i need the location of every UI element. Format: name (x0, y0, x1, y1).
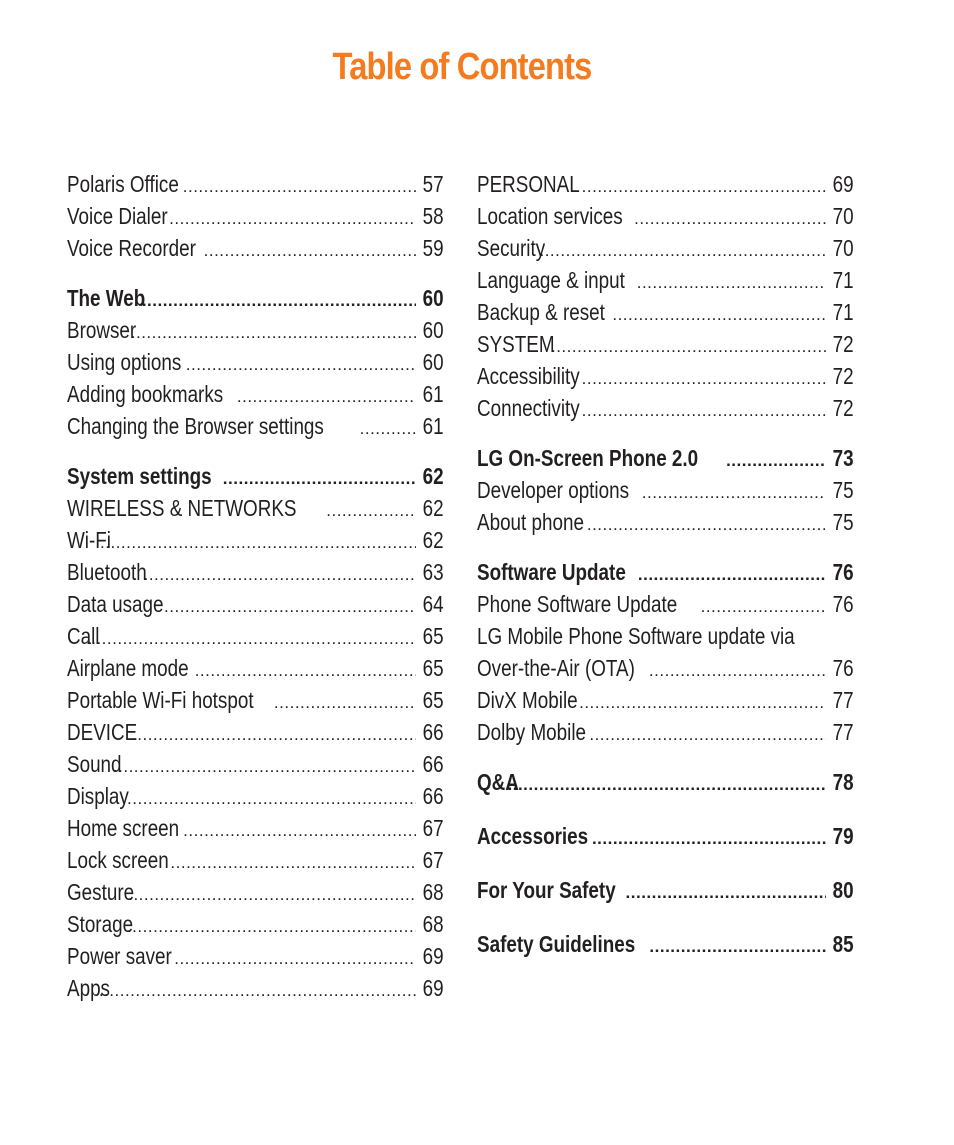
toc-entry-label: Data usage (67, 591, 164, 617)
toc-entry-label: Changing the Browser settings (67, 413, 324, 439)
toc-entry-page: 58 (423, 203, 444, 229)
toc-entry-label: PERSONAL (477, 171, 580, 197)
dot-leader (195, 655, 417, 684)
toc-entry-label: Adding bookmarks (67, 381, 224, 407)
dot-leader (223, 463, 417, 492)
toc-entry[interactable] (67, 684, 444, 716)
toc-entry-label: Backup & reset (477, 299, 605, 325)
page-title: Table of Contents (332, 46, 592, 88)
toc-entry-label: Location services (477, 203, 623, 229)
dot-leader (582, 171, 827, 200)
dot-leader (649, 931, 826, 960)
toc-entry[interactable] (67, 908, 444, 940)
toc-entry-label: Gesture (67, 879, 135, 905)
toc-section-heading[interactable] (477, 442, 854, 474)
toc-entry[interactable] (67, 410, 444, 442)
dot-leader (701, 591, 827, 620)
toc-entry-page: 72 (833, 363, 854, 389)
toc-section-page: 60 (423, 285, 444, 311)
toc-entry-page: 77 (833, 719, 854, 745)
toc-entry-page: 62 (423, 495, 444, 521)
toc-entry[interactable] (477, 474, 854, 506)
toc-entry-label: Security (477, 235, 546, 261)
toc-entry-label: LG Mobile Phone Software update via (477, 623, 795, 649)
toc-entry-label: Dolby Mobile (477, 719, 587, 745)
toc-section-page: 79 (833, 823, 854, 849)
toc-entry[interactable] (477, 506, 854, 538)
toc-section-label: For Your Safety (477, 877, 616, 903)
toc-entry-page: 60 (423, 317, 444, 343)
dot-leader (649, 655, 826, 684)
toc-entry[interactable] (67, 940, 444, 972)
dot-leader (626, 877, 827, 906)
toc-entry[interactable] (477, 328, 854, 360)
toc-entry-page: 77 (833, 687, 854, 713)
toc-entry[interactable] (477, 620, 854, 652)
toc-section-page: 62 (423, 463, 444, 489)
toc-section-label: Software Update (477, 559, 626, 585)
toc-entry[interactable] (477, 200, 854, 232)
dot-leader (144, 559, 417, 588)
dot-leader (539, 235, 826, 264)
toc-entry-label: Storage (67, 911, 134, 937)
toc-entry[interactable] (477, 360, 854, 392)
toc-section-label: Q&A (477, 769, 519, 795)
dot-leader (174, 943, 416, 972)
toc-entry[interactable] (67, 716, 444, 748)
dot-leader (204, 235, 417, 264)
toc-entry[interactable] (477, 652, 854, 684)
dot-leader (237, 381, 417, 410)
toc-entry[interactable] (67, 492, 444, 524)
toc-section-label: Safety Guidelines (477, 931, 636, 957)
toc-entry-label: Developer options (477, 477, 630, 503)
toc-entry-page: 70 (833, 235, 854, 261)
dot-leader (612, 299, 826, 328)
toc-entry-label: DEVICE (67, 719, 138, 745)
toc-entry-label: Apps (67, 975, 110, 1001)
dot-leader (170, 847, 416, 876)
toc-entry-page: 71 (833, 299, 854, 325)
toc-entry-label: Sound (67, 751, 122, 777)
dot-leader (128, 879, 416, 908)
toc-entry-page: 76 (833, 591, 854, 617)
dot-leader (131, 317, 417, 346)
toc-entry-page: 71 (833, 267, 854, 293)
dot-leader (508, 769, 827, 798)
toc-entry-page: 66 (423, 751, 444, 777)
toc-entry-page: 66 (423, 783, 444, 809)
dot-leader (638, 559, 827, 588)
toc-section-label: Accessories (477, 823, 589, 849)
dot-leader (579, 687, 826, 716)
toc-entry[interactable] (67, 972, 444, 1004)
toc-entry[interactable] (67, 812, 444, 844)
toc-entry-page: 69 (423, 975, 444, 1001)
toc-left-column (67, 168, 444, 1004)
toc-entry[interactable] (67, 780, 444, 812)
toc-section-heading[interactable] (477, 766, 854, 798)
toc-entry[interactable] (477, 392, 854, 424)
dot-leader (582, 395, 827, 424)
toc-entry-label: Language & input (477, 267, 625, 293)
toc-entry-label: Airplane mode (67, 655, 189, 681)
dot-leader (99, 975, 417, 1004)
toc-section-page: 76 (833, 559, 854, 585)
toc-entry-page: 75 (833, 509, 854, 535)
toc-entry[interactable] (67, 748, 444, 780)
toc-entry-label: WIRELESS & NETWORKS (67, 495, 297, 521)
dot-leader (642, 477, 827, 506)
toc-section-label: System settings (67, 463, 212, 489)
toc-right-column (477, 168, 854, 960)
toc-entry-label: SYSTEM (477, 331, 555, 357)
toc-entry-page: 64 (423, 591, 444, 617)
toc-section-heading[interactable] (477, 556, 854, 588)
toc-entry-page: 72 (833, 331, 854, 357)
toc-entry-page: 65 (423, 655, 444, 681)
toc-entry[interactable] (67, 844, 444, 876)
toc-entry-page: 62 (423, 527, 444, 553)
toc-section-page: 85 (833, 931, 854, 957)
toc-entry-page: 67 (423, 815, 444, 841)
dot-leader (360, 413, 417, 442)
dot-leader (634, 203, 826, 232)
toc-entry-page: 59 (423, 235, 444, 261)
toc-entry-label: Polaris Office (67, 171, 179, 197)
dot-leader (142, 285, 417, 314)
toc-entry-label: Power saver (67, 943, 172, 969)
toc-entry-page: 75 (833, 477, 854, 503)
dot-leader (186, 349, 417, 378)
toc-entry[interactable] (67, 200, 444, 232)
toc-entry[interactable] (67, 168, 444, 200)
toc-entry-label: Browser (67, 317, 137, 343)
toc-entry-page: 69 (833, 171, 854, 197)
dot-leader (326, 495, 416, 524)
dot-leader (637, 267, 827, 296)
toc-entry-label: Accessibility (477, 363, 580, 389)
toc-entry-label: Over-the-Air (OTA) (477, 655, 635, 681)
toc-entry[interactable] (67, 232, 444, 264)
toc-entry-page: 67 (423, 847, 444, 873)
dot-leader (122, 783, 417, 812)
toc-entry-page: 69 (423, 943, 444, 969)
toc-entry[interactable] (67, 346, 444, 378)
toc-entry-label: DivX Mobile (477, 687, 578, 713)
dot-leader (86, 623, 416, 652)
toc-section-heading[interactable] (67, 460, 444, 492)
toc-entry[interactable] (67, 378, 444, 410)
toc-entry[interactable] (67, 524, 444, 556)
toc-entry[interactable] (477, 716, 854, 748)
toc-entry-page: 61 (423, 413, 444, 439)
toc-section-heading[interactable] (477, 874, 854, 906)
toc-entry-label: Connectivity (477, 395, 580, 421)
toc-section-label: The Web (67, 285, 146, 311)
toc-entry-label: Portable Wi-Fi hotspot (67, 687, 254, 713)
dot-leader (183, 815, 416, 844)
toc-section-label: LG On-Screen Phone 2.0 (477, 445, 699, 471)
toc-entry-page: 66 (423, 719, 444, 745)
toc-entry-page: 65 (423, 687, 444, 713)
toc-entry[interactable] (477, 232, 854, 264)
toc-entry-label: Bluetooth (67, 559, 147, 585)
dot-leader (587, 509, 827, 538)
dot-leader (274, 687, 416, 716)
toc-entry-page: 76 (833, 655, 854, 681)
toc-section-page: 78 (833, 769, 854, 795)
toc-entry[interactable] (67, 556, 444, 588)
toc-entry[interactable] (67, 876, 444, 908)
toc-entry[interactable] (67, 652, 444, 684)
toc-entry[interactable] (477, 588, 854, 620)
toc-entry[interactable] (477, 168, 854, 200)
dot-leader (113, 751, 417, 780)
toc-entry-label: Lock screen (67, 847, 169, 873)
toc-entry-label: Using options (67, 349, 182, 375)
dot-leader (726, 445, 826, 474)
toc-entry-page: 72 (833, 395, 854, 421)
toc-entry-page: 63 (423, 559, 444, 585)
toc-entry-label: Phone Software Update (477, 591, 678, 617)
toc-entry-page: 68 (423, 911, 444, 937)
toc-entry[interactable] (477, 296, 854, 328)
toc-entry-label: About phone (477, 509, 584, 535)
toc-entry-label: Call (67, 623, 100, 649)
dot-leader (592, 823, 826, 852)
toc-entry-label: Voice Recorder (67, 235, 196, 261)
toc-section-heading[interactable] (477, 928, 854, 960)
toc-entry-page: 65 (423, 623, 444, 649)
toc-entry[interactable] (477, 264, 854, 296)
toc-section-page: 80 (833, 877, 854, 903)
toc-entry-page: 68 (423, 879, 444, 905)
toc-entry-page: 60 (423, 349, 444, 375)
toc-entry-page: 57 (423, 171, 444, 197)
dot-leader (127, 911, 416, 940)
toc-entry-label: Wi-Fi (67, 527, 111, 553)
dot-leader (551, 331, 826, 360)
dot-leader (169, 203, 416, 232)
toc-entry[interactable] (67, 588, 444, 620)
toc-entry-page: 70 (833, 203, 854, 229)
toc-section-page: 73 (833, 445, 854, 471)
dot-leader (164, 591, 416, 620)
dot-leader (183, 171, 417, 200)
toc-entry[interactable] (67, 314, 444, 346)
toc-entry-label: Display (67, 783, 129, 809)
toc-entry-label: Home screen (67, 815, 180, 841)
toc-section-heading[interactable] (477, 820, 854, 852)
toc-entry-page: 61 (423, 381, 444, 407)
toc-entry[interactable] (67, 620, 444, 652)
toc-section-heading[interactable] (67, 282, 444, 314)
dot-leader (589, 719, 826, 748)
toc-entry[interactable] (477, 684, 854, 716)
dot-leader (132, 719, 416, 748)
dot-leader (100, 527, 416, 556)
dot-leader (582, 363, 827, 392)
toc-entry-label: Voice Dialer (67, 203, 168, 229)
